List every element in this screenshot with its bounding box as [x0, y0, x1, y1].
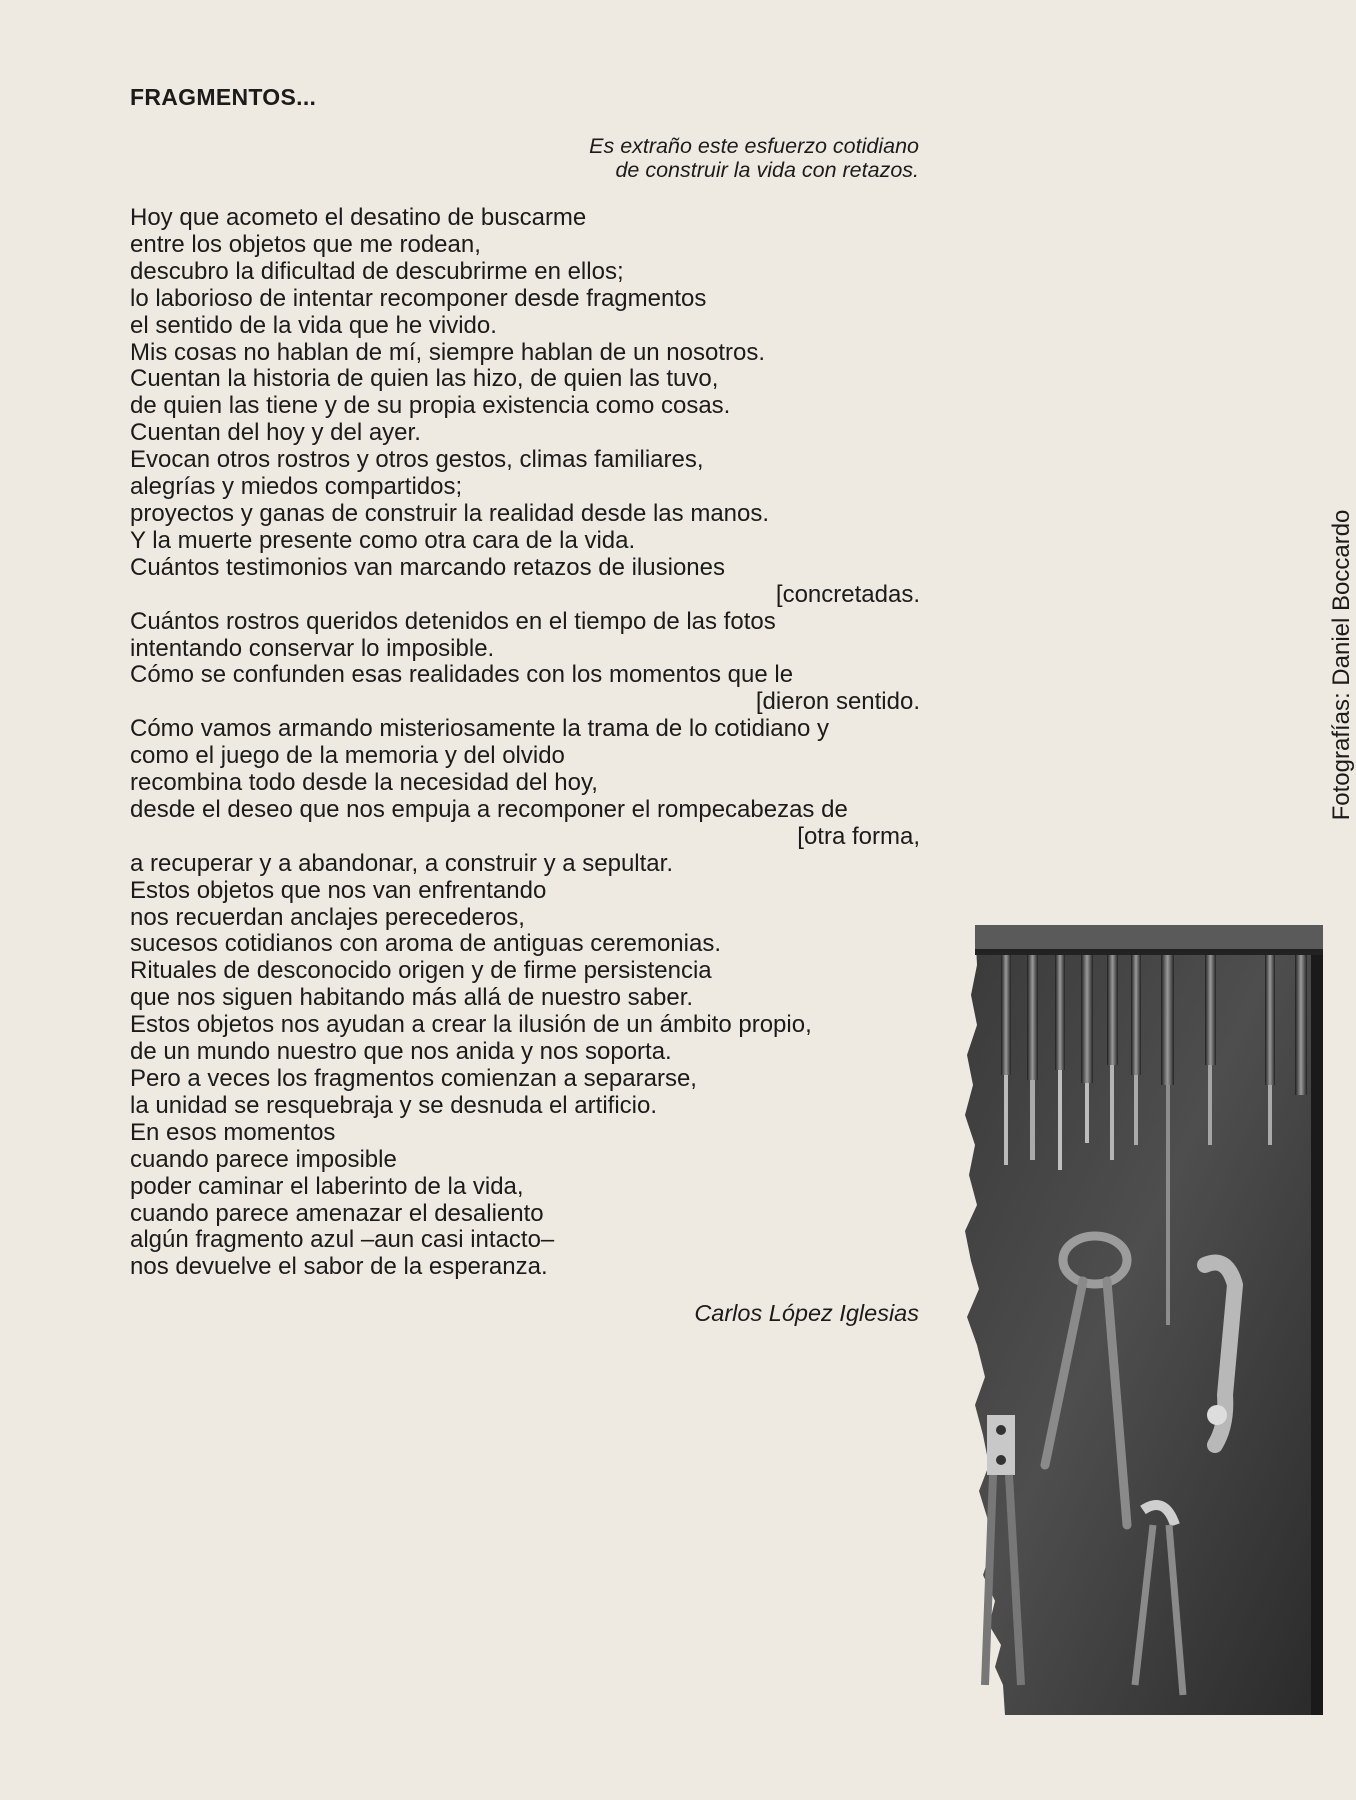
poem-line: Y la muerte presente como otra cara de la vida. — [130, 526, 636, 554]
photo-credit: Fotografías: Daniel Boccardo — [1328, 509, 1355, 821]
epigraph — [589, 134, 919, 182]
page-title: FRAGMENTOS... — [130, 84, 317, 110]
poem-line: Cómo vamos armando misteriosamente la trama de lo cotidiano y — [130, 715, 829, 743]
poem-line: desde el deseo que nos empuja a recomponer el rompecabezas de — [130, 795, 848, 823]
poem-line: cuando parece imposible — [130, 1145, 397, 1173]
poem-line: Cuentan del hoy y del ayer. — [130, 419, 421, 447]
poem-line: el sentido de la vida que he vivido. — [130, 311, 497, 339]
poem-line: Rituales de desconocido origen y de firme persistencia — [130, 957, 712, 985]
poem-line-continuation: [otra forma, — [797, 822, 920, 850]
poem-line: cuando parece amenazar el desaliento — [130, 1199, 544, 1227]
poem-line: lo laborioso de intentar recomponer desde fragmentos — [130, 284, 707, 312]
poem-line-continuation: [concretadas. — [775, 580, 920, 608]
poem-line: intentando conservar lo imposible. — [130, 634, 495, 662]
poem-line: entre los objetos que me rodean, — [130, 230, 481, 258]
poem-line: de un mundo nuestro que nos anida y nos soporta. — [130, 1038, 672, 1066]
poem-line: proyectos y ganas de construir la realidad desde las manos. — [130, 499, 770, 527]
poem-line: Mis cosas no hablan de mí, siempre hablan de un nosotros. — [130, 338, 766, 366]
poem-line: Cómo se confunden esas realidades con los momentos que le — [130, 661, 794, 689]
poem-line: descubro la dificultad de descubrirme en ellos; — [130, 257, 624, 285]
epigraph-line: de construir la vida con retazos. — [615, 158, 919, 183]
poem-line: Evocan otros rostros y otros gestos, climas familiares, — [130, 446, 704, 474]
poem-line: Cuántos testimonios van marcando retazos de ilusiones — [130, 553, 725, 581]
poem-line: de quien las tiene y de su propia existencia como cosas. — [130, 392, 731, 420]
poem-line: como el juego de la memoria y del olvido — [130, 742, 565, 770]
poem-line: la unidad se resquebraja y se desnuda el artificio. — [130, 1091, 657, 1119]
tools-photo-image — [965, 925, 1323, 1715]
poem-line: nos devuelve el sabor de la esperanza. — [130, 1253, 548, 1281]
poem-line: Hoy que acometo el desatino de buscarme — [130, 204, 587, 231]
poem-line: En esos momentos — [130, 1118, 336, 1146]
poem-line: algún fragmento azul –aun casi intacto– — [130, 1226, 555, 1254]
poem-line: Estos objetos nos ayudan a crear la ilusión de un ámbito propio, — [130, 1011, 812, 1039]
poem-line: Cuántos rostros queridos detenidos en el tiempo de las fotos — [130, 607, 776, 635]
poem-line: nos recuerdan anclajes perecederos, — [130, 903, 525, 931]
poem-line: recombina todo desde la necesidad del hoy, — [130, 769, 598, 797]
poem-line: a recuperar y a abandonar, a construir y a sepultar. — [130, 849, 673, 877]
poem-line: que nos siguen habitando más allá de nuestro saber. — [130, 984, 694, 1012]
tools-photograph — [965, 925, 1323, 1715]
epigraph-line: Es extraño este esfuerzo cotidiano — [589, 134, 919, 158]
poem-line-continuation: [dieron sentido. — [755, 688, 920, 716]
poem-line: poder caminar el laberinto de la vida, — [130, 1172, 524, 1200]
author-signature: Carlos López Iglesias — [694, 1300, 919, 1326]
poem-line: Cuentan la historia de quien las hizo, de quien las tuvo, — [130, 365, 719, 393]
poem-line: alegrías y miedos compartidos; — [130, 473, 463, 501]
poem-line: Estos objetos que nos van enfrentando — [130, 876, 547, 904]
poem-line: Pero a veces los fragmentos comienzan a separarse, — [130, 1065, 697, 1092]
poem-line: sucesos cotidianos con aroma de antiguas ceremonias. — [130, 930, 721, 958]
poem-body — [130, 205, 920, 1281]
